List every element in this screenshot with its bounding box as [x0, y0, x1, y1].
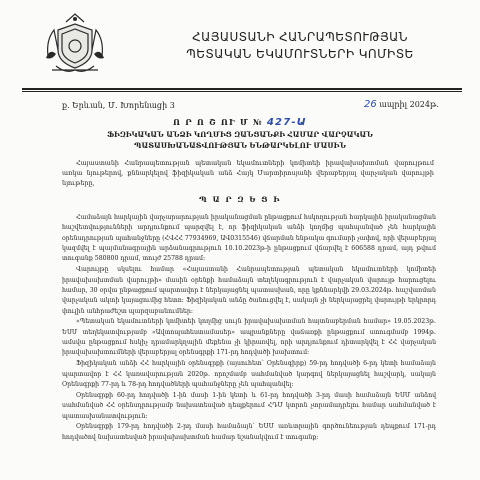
order-number — [0, 117, 480, 128]
coat-of-arms-emblem — [44, 10, 106, 76]
header-rule-thin — [22, 91, 462, 92]
header-line-committee: ՊԵՏԱԿԱՆ ԵԿԱՄՈՒՏՆԵՐԻ ԿՈՄԻՏԵ — [186, 47, 414, 61]
order-subtitle-2: ՊԱՏԱՍԽԱՆԱՏՎՈՒԹՅԱՆ ԵՆԹԱՐԿԵԼՈՒ ՄԱՍԻՆ — [134, 141, 346, 150]
order-label: Ո Ր Ո Շ ՈՒ Մ № — [173, 117, 263, 127]
body-paragraph: Ֆիզիկական անձի ՀՀ հարկային օրենսգրքի (այսուհետ՝ Օրենսգիրք) 59-րդ հոդվածի 6-րդ կետի համաձայն պարտավոր է ՀՀ կառավարության 2020թ. որոշմամբ սահմանված կարգով ներկայացնել հաշվարկ, սակայն Օրենսգրքի 77-րդ և 78-րդ հոդվածների պահանջները չեն պահպանվել: — [62, 360, 436, 388]
header-rule-thick — [22, 88, 462, 90]
body-paragraph: Համաձայն հարկային վարչարարության իրականացման ընթացքում հսկողության հարկային իրականացման հաշվետվությունների արդյունքում պարզվել է, որ ֆիզիկական անձի կողմից պահպանված չեն հարկային օրենսդրության պահանջները (ՀՎՀՀ 77934969, ԱՎ0315546) վճարման ենթակա գումարի չափով, որի վերաբերյալ կազմվել է պայմանագրային արձանագրություն 10.10.2023թ-ի ընթացքում վճարվել է 606588 դրամ, այդ թվում տուգանք 580800 դրամ, տույժ 25788 դրամ: — [62, 214, 436, 263]
header-line-republic: ՀԱՅԱՍՏԱՆԻ ՀԱՆՐԱՊԵՏՈՒԹՅԱՆ — [192, 30, 408, 44]
section-heading-decides: Պ Ա Ր Զ Ե Ց Ի — [199, 195, 281, 204]
document-body — [62, 213, 436, 444]
date-text: ապրիլ 2024թ. — [379, 100, 439, 109]
order-subtitle-1: ՖԻԶԻԿԱԿԱՆ ԱՆՁԻ ԿՈՂՄԻՑ ԶԱՆՑԱՆՔԻ ՀԱՄԱՐ ՎԱՐՉԱԿԱՆ — [107, 130, 373, 139]
handwritten-day: 26 — [364, 99, 377, 110]
body-paragraph: Վարույթը սկսելու համար «Հայաստանի Հանրապետության պետական եկամուտների կոմիտեի իրավախախտման վարույթի» մասին օրենքի համաձայն տեղեկագրություն է վարչական վարույթ հարուցելու համար, 30 օրվա ընթացքում պարտավոր է ներկայացնել պատասխան, որը կքննարկվի 29.03.2024թ. հաշվառման վարչական ակտի կայացումից հետո: Ֆիզիկական անձը ծանուցվել է, սակայն չի ներկայացրել վարույթի երկրորդ փուլին անհրաժեշտ պարզաբանումներ: — [62, 266, 436, 315]
intro-text: Հայաստանի Հանրապետության պետական եկամուտների կոմիտեի իրավախախտման վարույթում առկա նյութերով, քննարկելով ֆիզիկական անձ Հայկ Մարտիրոսյանի վերաբերյալ վարչական վարույթի նյութերը, — [62, 159, 434, 187]
address: ք. Երևան, Մ. Խորենացի 3 — [62, 101, 175, 110]
body-paragraph: Օրենսգրքի 179-րդ հոդվածի 2-րդ մասի համաձայն՝ ԵՍՄ առևտրային գործունեության դեպքում 171-րդ հոդվածով նախատեսված իրավախախտման համար նշանակվում է տուգանք: — [62, 423, 436, 441]
body-paragraph: Օրենսգրքի 60-րդ հոդվածի 1-ին մասի 1-ին կետի և 61-րդ հոդվածի 3-րդ մասի համաձայն ԵՍՄ անձով սահմանված ՀՀ օրենսդրությամբ նախատեսված դեպքերում ՀԴՄ կտրոն չտրամադրելու համար սահմանված է պատասխանատվություն: — [62, 391, 436, 420]
document-date — [364, 99, 439, 110]
handwritten-order-number: 427-Ա — [266, 117, 307, 128]
body-paragraph: «Պետական եկամուտների կոմիտեի կողմից սույն իրավախախտման հայտնաբերման համար» 19.05.2023թ. ԵՍՄ տեղեկատվությամբ «Ավտոպահեստամասեր» ապրանքները վաճառքի ընթացքում ստուգմամբ 1994թ. ամսվա ընթացքում հսկիչ դրամարկղային մեքենա չի կիրառվել, որի արդյունքում դիտարկվել է ՀՀ վարչական իրավախախտումների վերաբերյալ օրենսգրքի 171-րդ հոդվածի խախտում: — [62, 318, 436, 357]
intro-paragraph — [62, 158, 434, 188]
